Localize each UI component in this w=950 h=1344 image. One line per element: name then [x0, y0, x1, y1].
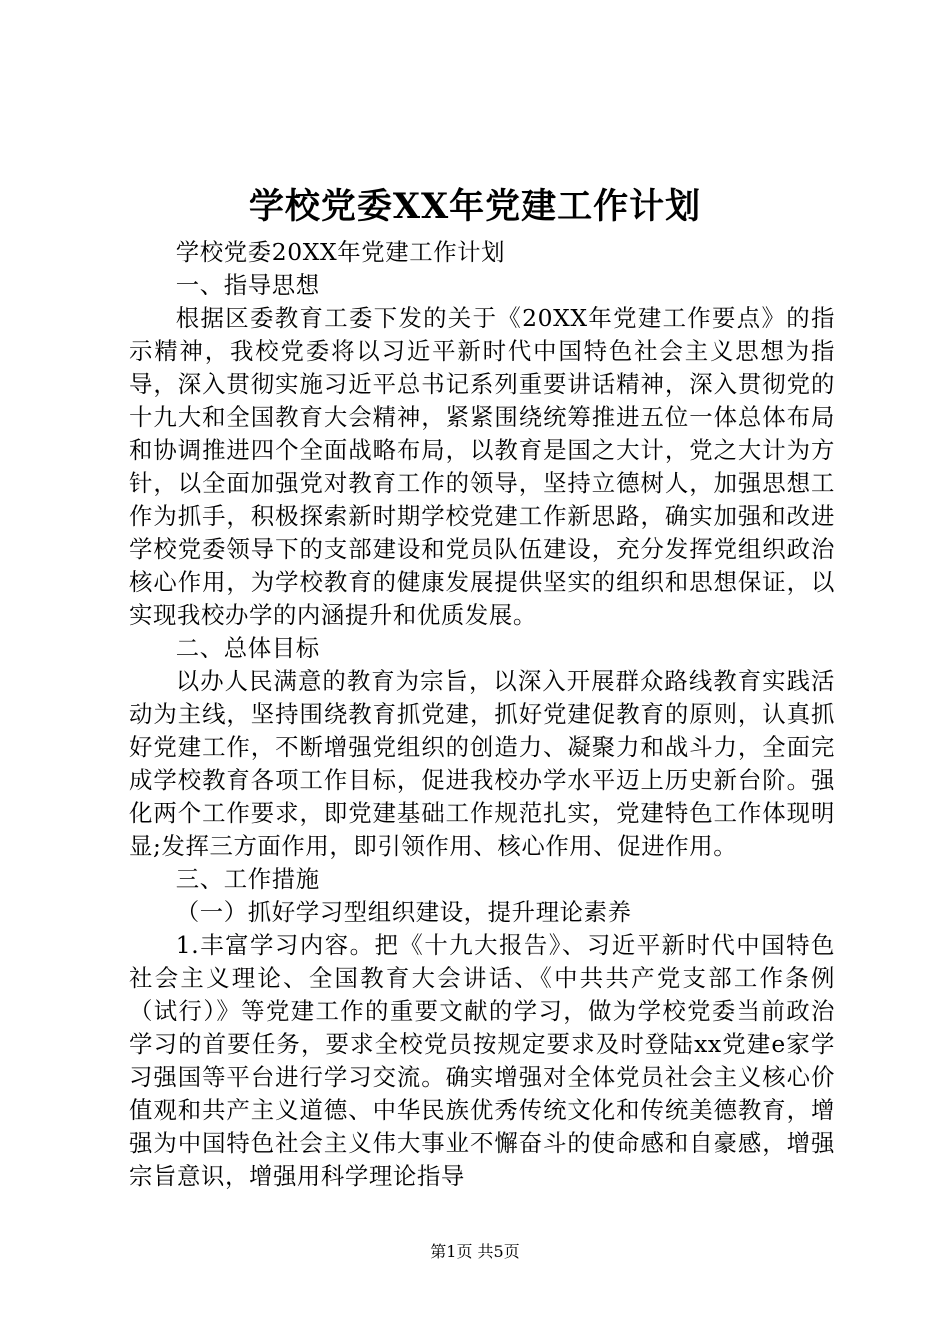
- document-body: [129, 236, 835, 1193]
- body-heading-paragraph: 学校党委20XX年党建工作计划: [175, 238, 506, 266]
- subsection-heading: （一）抓好学习型组织建设，提升理论素养: [175, 898, 632, 926]
- section-heading-guiding-ideology: 一、指导思想: [175, 271, 320, 299]
- section-heading-overall-goal: 二、总体目标: [175, 634, 320, 662]
- section-heading-work-measures: 三、工作措施: [175, 865, 320, 893]
- body-paragraph: 1.丰富学习内容。把《十九大报告》、习近平新时代中国特色社会主义理论、全国教育大会讲话、《中共共产党支部工作条例（试行）》等党建工作的重要文献的学习，做为学校党委当前政治学习的首要任务，要求全校党员按规定要求及时登陆xx党建e家学习强国等平台进行学习交流。确实增强对全体党员社会主义核心价值观和共产主义道德、中华民族优秀传统文化和传统美德教育，增强为中国特色社会主义伟大事业不懈奋斗的使命感和自豪感，增强宗旨意识，增强用科学理论指导: [129, 931, 835, 1190]
- page-indicator: 第1页 共5页: [430, 1242, 520, 1261]
- body-paragraph: 根据区委教育工委下发的关于《20XX年党建工作要点》的指示精神，我校党委将以习近平新时代中国特色社会主义思想为指导，深入贯彻实施习近平总书记系列重要讲话精神，深入贯彻党的十九大和全国教育大会精神，紧紧围绕统筹推进五位一体总体布局和协调推进四个全面战略布局，以教育是国之大计，党之大计为方针，以全面加强党对教育工作的领导，坚持立德树人，加强思想工作为抓手，积极探索新时期学校党建工作新思路，确实加强和改进学校党委领导下的支部建设和党员队伍建设，充分发挥党组织政治核心作用，为学校教育的健康发展提供坚实的组织和思想保证，以实现我校办学的内涵提升和优质发展。: [129, 304, 835, 629]
- body-paragraph: 以办人民满意的教育为宗旨，以深入开展群众路线教育实践活动为主线，坚持围绕教育抓党建，抓好党建促教育的原则，认真抓好党建工作，不断增强党组织的创造力、凝聚力和战斗力，全面完成学校教育各项工作目标，促进我校办学水平迈上历史新台阶。强化两个工作要求，即党建基础工作规范扎实，党建特色工作体现明显;发挥三方面作用，即引领作用、核心作用、促进作用。: [129, 667, 835, 860]
- document-title: 学校党委XX年党建工作计划: [248, 186, 702, 227]
